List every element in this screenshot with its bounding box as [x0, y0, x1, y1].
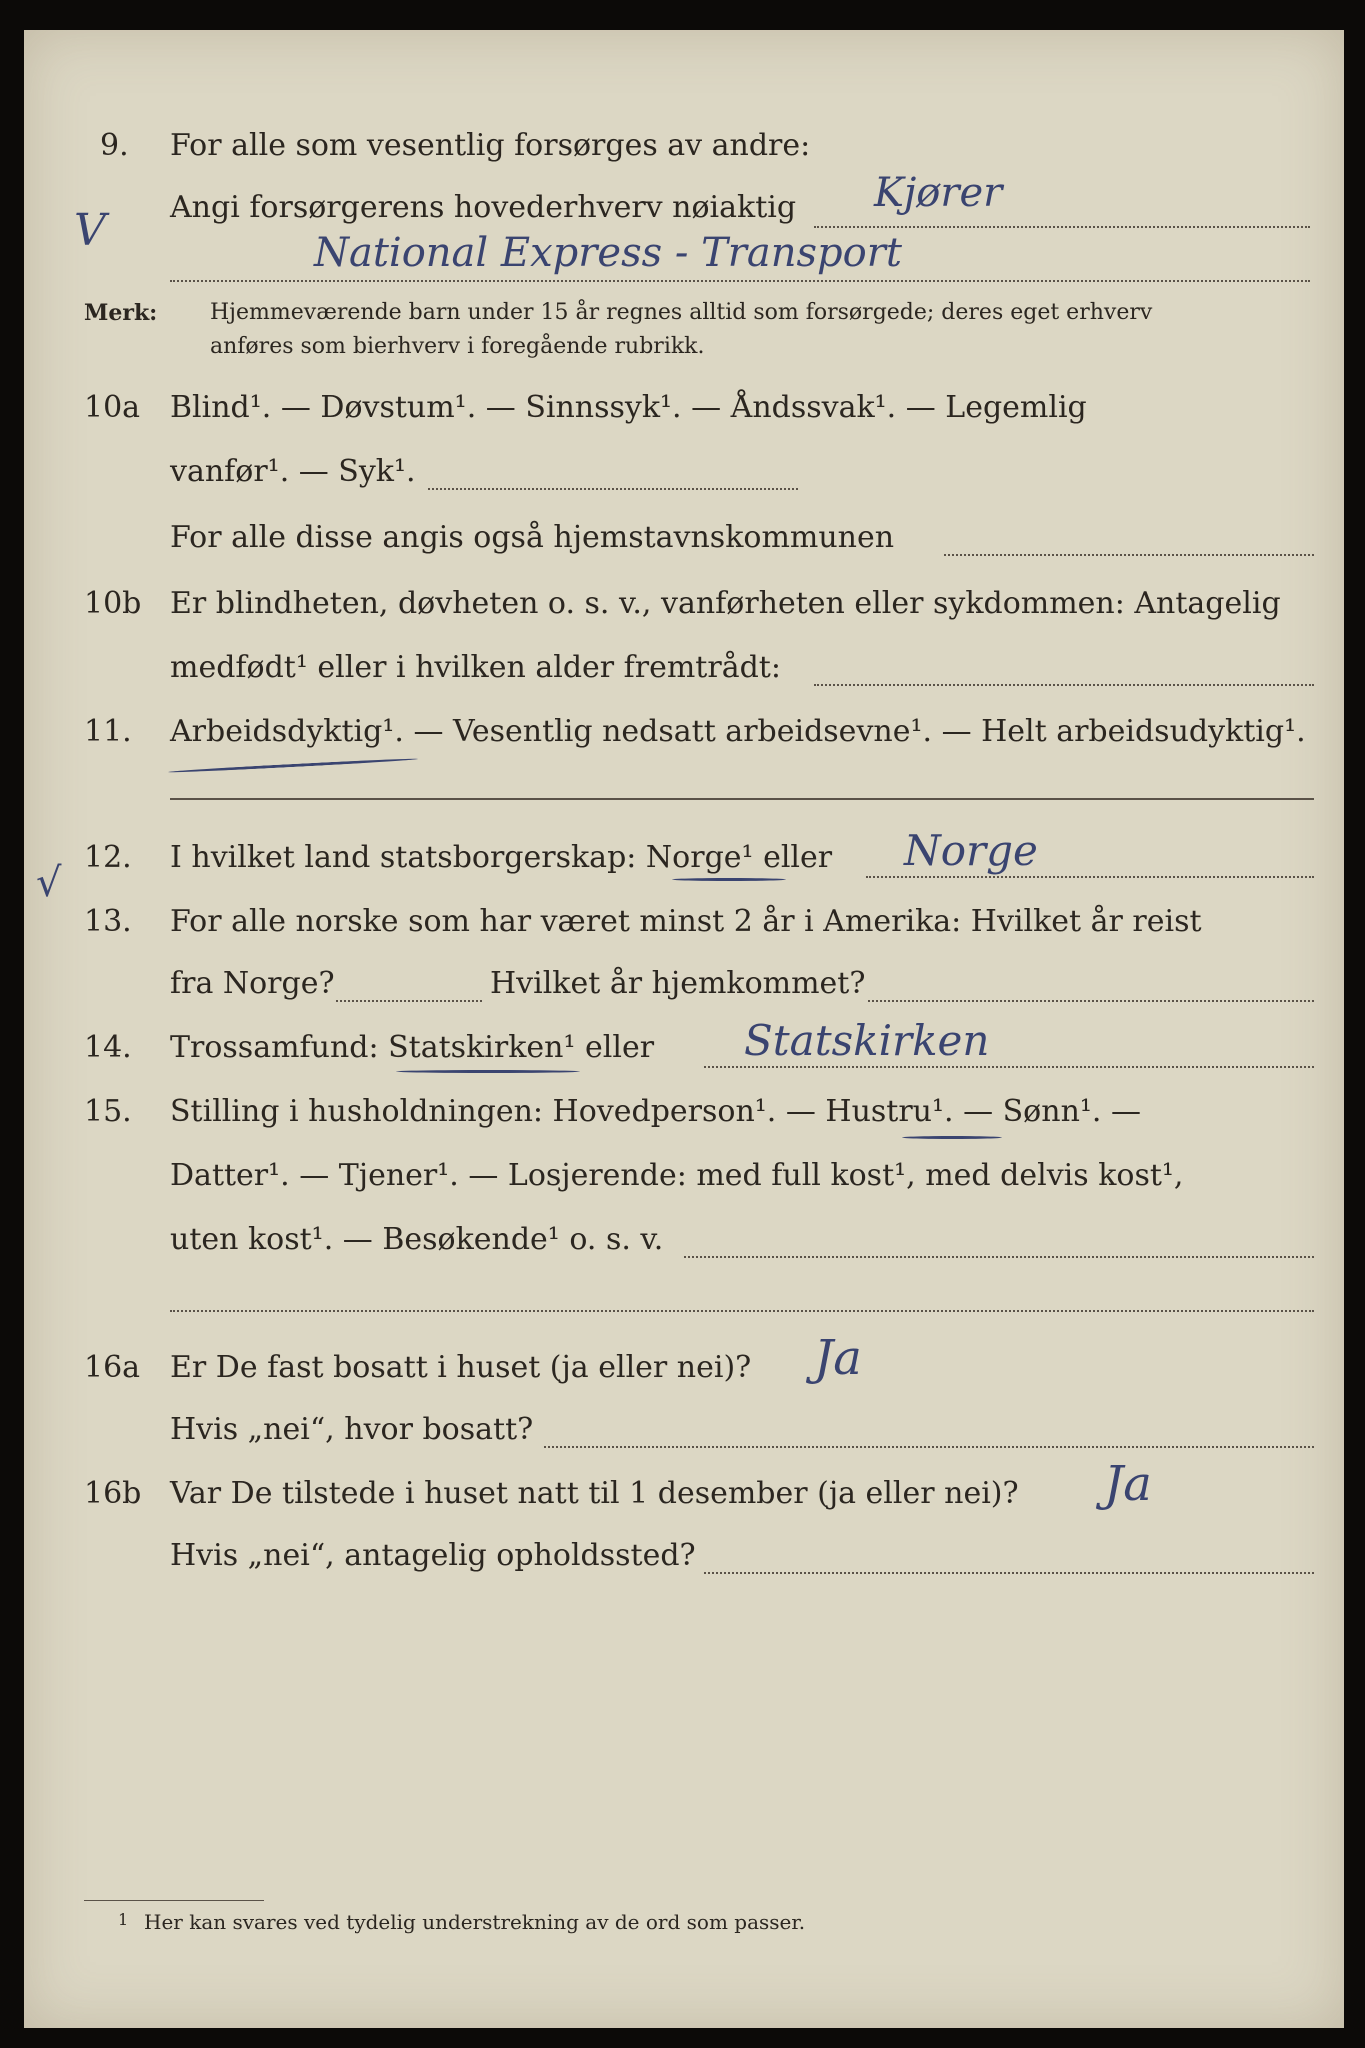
q15-line3: uten kost¹. — Besøkende¹ o. s. v.: [170, 1222, 664, 1257]
q11-line1: Arbeidsdyktig¹. — Vesentlig nedsatt arbeidsevne¹. — Helt arbeidsudyktig¹.: [170, 714, 1306, 749]
q15-answer-line2: [170, 1310, 1314, 1312]
q16b-answer-line: [704, 1572, 1314, 1574]
q10a-answer-line1: [428, 488, 798, 490]
q12-number: 12.: [84, 840, 132, 875]
q16a-line2: Hvis „nei“, hvor bosatt?: [170, 1412, 534, 1447]
q14-number: 14.: [84, 1030, 132, 1065]
q14-line1: Trossamfund: Statskirken¹ eller: [170, 1030, 655, 1065]
q10b-answer-line: [814, 684, 1314, 686]
q11-handwritten-underline: [168, 757, 418, 773]
merk-line1: Hjemmeværende barn under 15 år regnes alltid som forsørgede; deres eget erhverv: [210, 300, 1153, 325]
q16b-number: 16b: [84, 1476, 142, 1511]
q16a-line1: Er De fast bosatt i huset (ja eller nei)?: [170, 1350, 752, 1385]
q15-number: 15.: [84, 1094, 132, 1129]
q16a-answer-line: [544, 1446, 1314, 1448]
merk-label: Merk:: [84, 300, 158, 326]
q16a-handwritten-answer: Ja: [814, 1330, 862, 1386]
q10a-line1: Blind¹. — Døvstum¹. — Sinnssyk¹. — Åndssvak¹. — Legemlig: [170, 390, 1087, 425]
q10b-number: 10b: [84, 586, 142, 621]
margin-check-12: √: [36, 860, 62, 906]
q10a-answer-line2: [944, 554, 1314, 556]
q10b-line2: medfødt¹ eller i hvilken alder fremtrådt:: [170, 650, 781, 685]
q15-answer-line1: [684, 1256, 1314, 1258]
q15-handwritten-underline: [902, 1136, 1002, 1139]
q14-handwritten-religion: Statskirken: [744, 1016, 990, 1065]
q10a-line2: vanfør¹. — Syk¹.: [170, 454, 416, 489]
footnote-mark: 1: [118, 1910, 129, 1929]
footnote-rule: [84, 1900, 264, 1901]
q13-answer-right: [868, 1000, 1314, 1002]
q13-line1: For alle norske som har været minst 2 år i Amerika: Hvilket år reist: [170, 904, 1202, 939]
q10a-number: 10a: [84, 390, 141, 425]
q16b-line2: Hvis „nei“, antagelig opholdssted?: [170, 1538, 696, 1573]
footnote-text: Her kan svares ved tydelig understrekning av de ord som passer.: [144, 1910, 806, 1934]
q9-line2: Angi forsørgerens hovederhverv nøiaktig: [170, 190, 797, 225]
q14-answer-line: [704, 1066, 1314, 1068]
q9-line1: For alle som vesentlig forsørges av andre:: [170, 128, 811, 163]
q16b-handwritten-answer: Ja: [1104, 1456, 1152, 1512]
q12-line1: I hvilket land statsborgerskap: Norge¹ eller: [170, 840, 833, 875]
q11-number: 11.: [84, 714, 132, 749]
q11-answer-line: [170, 798, 1314, 800]
q9-number: 9.: [100, 128, 129, 163]
q9-answer-line1: [814, 226, 1310, 228]
census-form-page: [24, 30, 1344, 2028]
q9-handwritten-occupation: Kjører: [874, 170, 1003, 216]
q13-line2b: Hvilket år hjemkommet?: [490, 966, 866, 1001]
q14-handwritten-underline: [396, 1070, 580, 1073]
q12-handwritten-underline: [672, 878, 786, 881]
q15-line2: Datter¹. — Tjener¹. — Losjerende: med full kost¹, med delvis kost¹,: [170, 1158, 1184, 1193]
q15-line1: Stilling i husholdningen: Hovedperson¹. — Hustru¹. — Sønn¹. —: [170, 1094, 1141, 1129]
q16a-number: 16a: [84, 1350, 141, 1385]
margin-check-9: V: [74, 205, 106, 256]
merk-line2: anføres som bierhverv i foregående rubrikk.: [210, 334, 705, 359]
q9-answer-line2: [170, 280, 1310, 282]
q10a-line3: For alle disse angis også hjemstavnskommunen: [170, 520, 895, 555]
q12-answer-line: [866, 876, 1314, 878]
q10b-line1: Er blindheten, døvheten o. s. v., vanførheten eller sykdommen: Antagelig: [170, 586, 1281, 621]
q13-answer-left: [336, 1000, 482, 1002]
q9-handwritten-employer: National Express - Transport: [314, 230, 902, 276]
q16b-line1: Var De tilstede i huset natt til 1 desember (ja eller nei)?: [170, 1476, 1019, 1511]
q12-handwritten-country: Norge: [904, 826, 1038, 875]
q13-number: 13.: [84, 904, 132, 939]
q13-line2a: fra Norge?: [170, 966, 335, 1001]
